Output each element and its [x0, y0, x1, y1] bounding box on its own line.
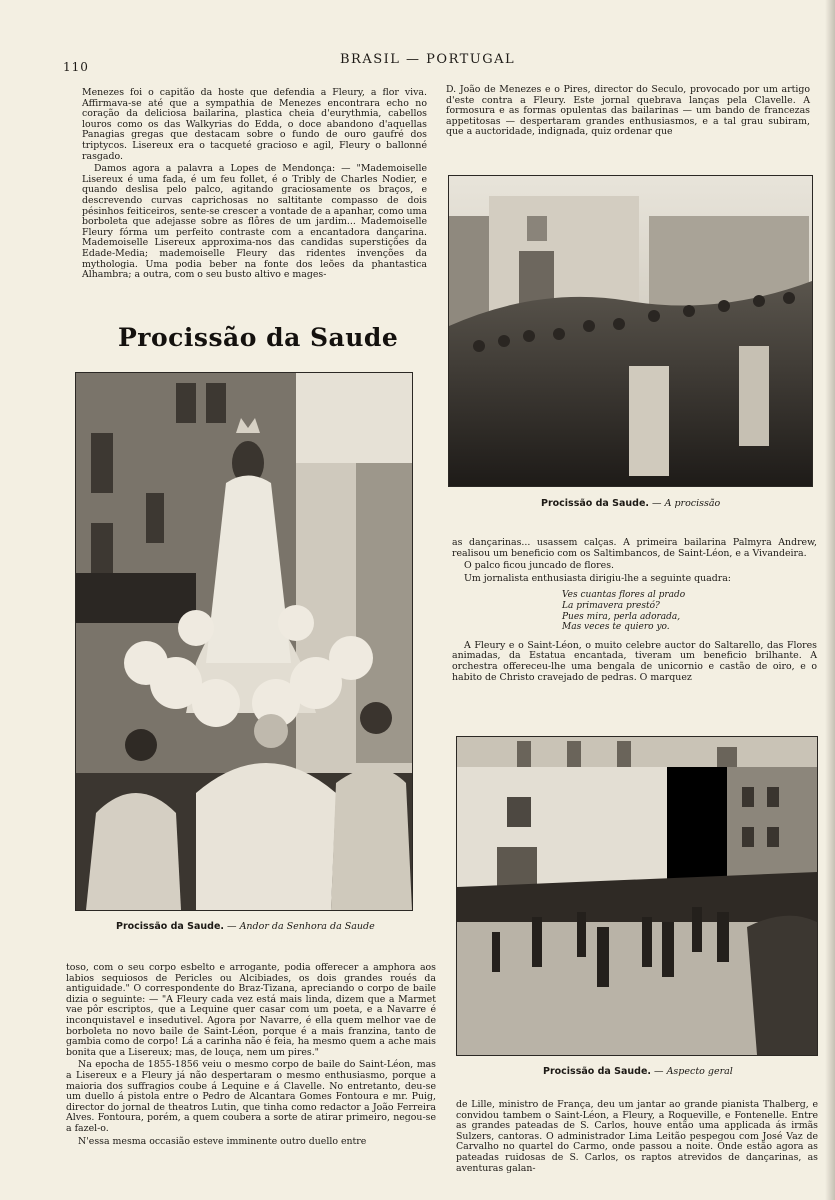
paragraph: D. João de Menezes e o Pires, director do Seculo, provocado por um artigo d'este contra a Fleury. Este jornal quebrava lanças pela Clavelle. A formosura e as formas opulentas das bailarinas — um bando de francezas appetitosas — despertaram grandes enthusiasmos, e a tal grau subiram, que a auctoridade, indignada, quiz ordenar que	[446, 84, 810, 138]
paragraph: Na epocha de 1855-1856 veiu o mesmo corpo de baile do Saint-Léon, mas a Lisereux e a Fleury já não despertaram o mesmo enthusiasmo, porque a maioria dos suffragios coube á Lequine e á Clavelle. No entretanto, deu-se um duello á pistola entre o Pedro de Alcantara Gomes Fontoura e mr. Puig, director do jornal de theatros Lutin, que tinha como redactor a João Ferreira Alves. Fontoura, porém, a quem coubera a sorte de atirar primeiro, negou-se a fazel-o.	[66, 1059, 436, 1134]
paragraph: toso, com o seu corpo esbelto e arrogante, podia offerecer a amphora aos labios sequiosos de Pericles ou Alcibiades, os dois grandes roués da antiguidade." O correspondente do Braz-Tizana, apreciando o corpo de baile dizia o seguinte: — "A Fleury cada vez está mais linda, dizem que a Marmet vae pôr escriptos, que a Lequine quer casar com um poeta, e a Navarre é inconquistavel e insedutivel. Agora por Navarre, é ella quem melhor vae de borboleta no novo baile de Saint-Léon, porque é a mais franzina, tanto de gambia como de corpo! Lá a carinha não é feia, ha mesmo quem a ache mais bonita que a Lisereux; mas, de louça, nem um pires."	[66, 962, 436, 1058]
caption-andor	[116, 921, 375, 932]
section-title: Procissão da Saude	[118, 323, 399, 352]
right-column-bottom-text	[456, 1100, 818, 1176]
caption-title: Procissão da Saude.	[541, 498, 650, 509]
verse-line: Pues mira, perla adorada,	[562, 611, 681, 622]
paragraph: as dançarinas... usassem calças. A primeira bailarina Palmyra Andrew, realisou um beneficio com os Saltimbancos, de Saint-Léon, e a Vivandeira.	[452, 537, 817, 559]
caption-title: Procissão da Saude.	[116, 921, 225, 932]
verse-line: Mas veces te quiero yo.	[562, 622, 670, 633]
paragraph: Um jornalista enthusiasta dirigiu-lhe a seguinte quadra:	[464, 572, 731, 584]
photo-andor-senhora-da-saude	[75, 372, 413, 911]
paragraph: A Fleury e o Saint-Léon, o muito celebre auctor do Saltarello, das Flores animadas, da Estatua encantada, tiveram um beneficio brilhante. A orchestra offereceu-lhe uma bengala de unicornio e castão de oiro, e o habito de Christo cravejado de pedras. O marquez	[452, 639, 817, 683]
photo-aspecto-geral	[456, 736, 818, 1056]
right-column-middle-text	[452, 538, 817, 685]
paragraph: Menezes foi o capitão da hoste que defendia a Fleury, a flor viva. Affirmava-se até que a sympathia de Menezes encontrara echo no coração da deliciosa bailarina, plastica cheia d'eurythmia, cabellos louros como os das Walkyrias do Edda, o doce abandono d'aquellas Panagias gregas que destacam sobre o fundo de ouro gaufré dos triptycos. Lisereux era o tacqueté gracioso e agil, Fleury o ballonné rasgado.	[82, 87, 427, 162]
caption-subtitle: — Aspecto geral	[654, 1066, 733, 1077]
verse-quatrain	[562, 590, 817, 632]
verse-line: La primavera prestó?	[562, 600, 660, 611]
paragraph: N'essa mesma occasião esteve imminente outro duello entre	[78, 1135, 367, 1147]
paragraph: de Lille, ministro de França, deu um jantar ao grande pianista Thalberg, e convidou tambem o Saint-Léon, a Fleury, a Roqueville, e Fontenelle. Entre as grandes pateadas de S. Carlos, houve então uma applicada ás irmãs Sulzers, cantoras. O administrador Lima Leitão pespegou com José Vaz de Carvalho no quartel do Carmo, onde passou a noite. Onde estão agora as pateadas ruidosas de S. Carlos, os raptos atrevidos de dançarinas, as aventuras galan-	[456, 1099, 818, 1174]
verse-line: Ves cuantas flores al prado	[562, 590, 686, 601]
caption-procession	[541, 498, 720, 509]
caption-aspecto-geral	[543, 1066, 733, 1077]
left-column-top-text	[82, 88, 427, 283]
page-header	[0, 52, 835, 72]
page-number: 110	[63, 60, 89, 74]
photo-procession-crowd	[448, 175, 813, 487]
right-column-top-text	[446, 85, 810, 140]
paragraph: O palco ficou juncado de flores.	[464, 560, 614, 572]
caption-title: Procissão da Saude.	[543, 1066, 652, 1077]
left-column-bottom-text	[66, 963, 436, 1149]
paragraph: Damos agora a palavra a Lopes de Mendonça: — "Mademoiselle Lisereux é uma fada, é um feu follet, é o Tribly de Charles Nodier, e quando deslisa pelo palco, agitando graciosamente os braços, e descrevendo curvas caprichosas no saltitante compasso de dois pésinhos feiticeiros, sente-se crescer a vontade de a apanhar, como uma borboleta que adejasse sobre as flôres de um jardim... Mademoiselle Fleury fórma um perfeito contraste com a encantadora dançarina. Mademoiselle Lisereux approxima-nos das candidas superstições da Edade-Media; mademoiselle Fleury das ridentes invenções da mythologia. Uma podia beber na fonte dos leões da phantastica Alhambra; a outra, com o seu busto altivo e mages-	[82, 163, 427, 281]
running-head: BRASIL — PORTUGAL	[340, 52, 516, 67]
caption-subtitle: — A procissão	[652, 498, 721, 509]
page-edge-shadow	[825, 0, 835, 1200]
caption-subtitle: — Andor da Senhora da Saude	[227, 921, 375, 932]
